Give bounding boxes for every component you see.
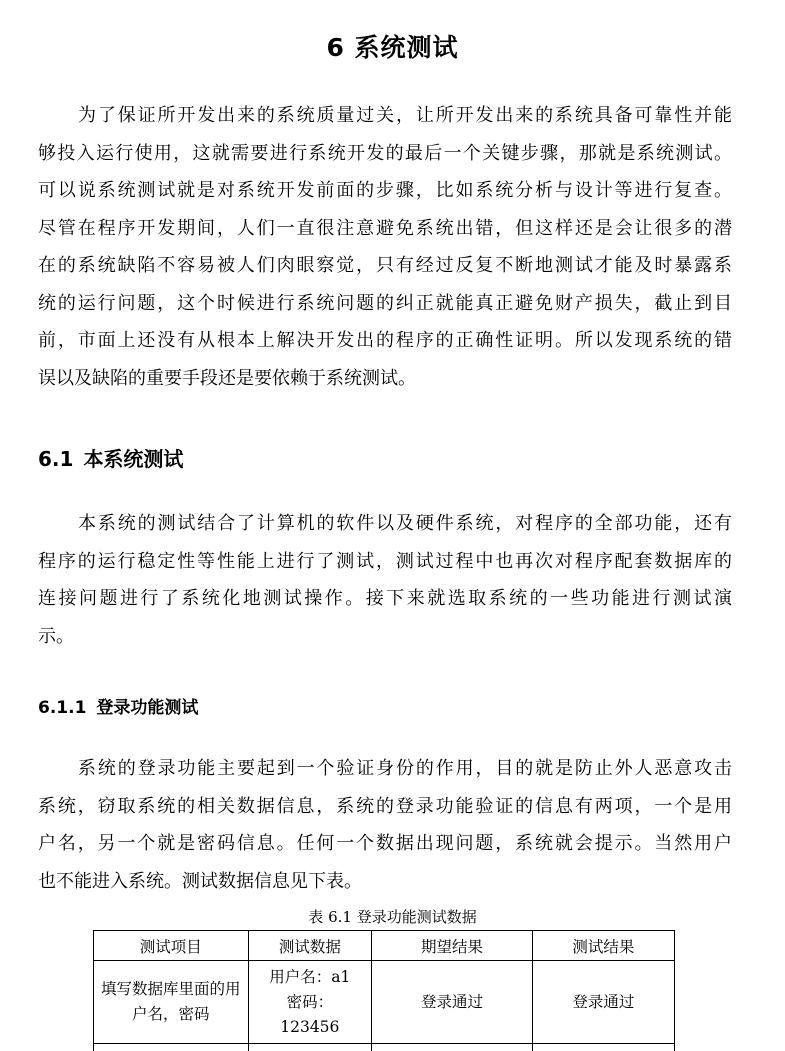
table-header-row xyxy=(94,931,675,961)
intro-paragraph xyxy=(38,97,732,397)
table-cell-expected: 登录通过 xyxy=(372,961,533,1044)
section-number: 6.1 xyxy=(38,447,74,471)
paragraph-line: 在的系统缺陷不容易被人们肉眼察觉，只有经过反复不断地测试才能及时暴露系 xyxy=(38,255,732,276)
table-cell-test-item: 填写数据库里面的用 户名，密码 xyxy=(94,961,249,1044)
paragraph-line: 户名，另一个就是密码信息。任何一个数据出现问题，系统就会提示。当然用户 xyxy=(38,833,732,854)
paragraph-line: 示。 xyxy=(38,625,74,647)
table-caption: 表 6.1 登录功能测试数据 xyxy=(308,908,477,926)
paragraph-line: 尽管在程序开发期间，人们一直很注意避免系统出错，但这样还是会让很多的潜 xyxy=(38,217,732,239)
section-heading-6-1 xyxy=(38,443,183,472)
section-number: 6.1.1 xyxy=(38,698,87,718)
table-row-partial xyxy=(94,1044,675,1051)
paragraph-line: 够投入运行使用，这就需要进行系统开发的最后一个关键步骤，那就是系统测试。 xyxy=(38,142,732,164)
paragraph-line: 系统的登录功能主要起到一个验证身份的作用，目的就是防止外人恶意攻击 xyxy=(78,758,732,779)
paragraph-line: 连接问题进行了系统化地测试操作。接下来就选取系统的一些功能进行测试演 xyxy=(38,588,732,609)
login-test-table xyxy=(93,930,675,1051)
column-header: 测试结果 xyxy=(532,931,674,961)
paragraph-line: 误以及缺陷的重要手段还是要依赖于系统测试。 xyxy=(38,367,416,389)
paragraph-line: 程序的运行稳定性等性能上进行了测试，测试过程中也再次对程序配套数据库的 xyxy=(38,550,732,572)
paragraph-line: 前，市面上还没有从根本上解决开发出的程序的正确性证明。所以发现系统的错 xyxy=(38,330,732,351)
paragraph-line: 统的运行问题，这个时候进行系统问题的纠正就能真正避免财产损失，截止到目 xyxy=(38,292,732,314)
column-header: 期望结果 xyxy=(372,931,533,961)
chapter-title: 6 系统测试 xyxy=(326,33,459,62)
section-title: 本系统测试 xyxy=(83,447,184,471)
section-title: 登录功能测试 xyxy=(96,698,199,718)
paragraph-line: 也不能进入系统。测试数据信息见下表。 xyxy=(38,870,362,892)
paragraph-line: 系统，窃取系统的相关数据信息，系统的登录功能验证的信息有两项，一个是用 xyxy=(38,795,732,817)
section-6-1-1-paragraph xyxy=(38,750,732,900)
paragraph-line: 为了保证所开发出来的系统质量过关，让所开发出来的系统具备可靠性并能 xyxy=(78,105,732,126)
paragraph-line: 可以说系统测试就是对系统开发前面的步骤，比如系统分析与设计等进行复查。 xyxy=(38,180,732,201)
section-heading-6-1-1 xyxy=(38,693,198,718)
table-row xyxy=(94,961,675,1044)
column-header: 测试项目 xyxy=(94,931,249,961)
column-header: 测试数据 xyxy=(248,931,372,961)
table-cell-test-data: 用户名：a1 密码： 123456 xyxy=(248,961,372,1044)
section-6-1-paragraph xyxy=(38,505,732,655)
table-cell-actual: 登录通过 xyxy=(532,961,674,1044)
paragraph-line: 本系统的测试结合了计算机的软件以及硬件系统，对程序的全部功能，还有 xyxy=(78,513,732,534)
